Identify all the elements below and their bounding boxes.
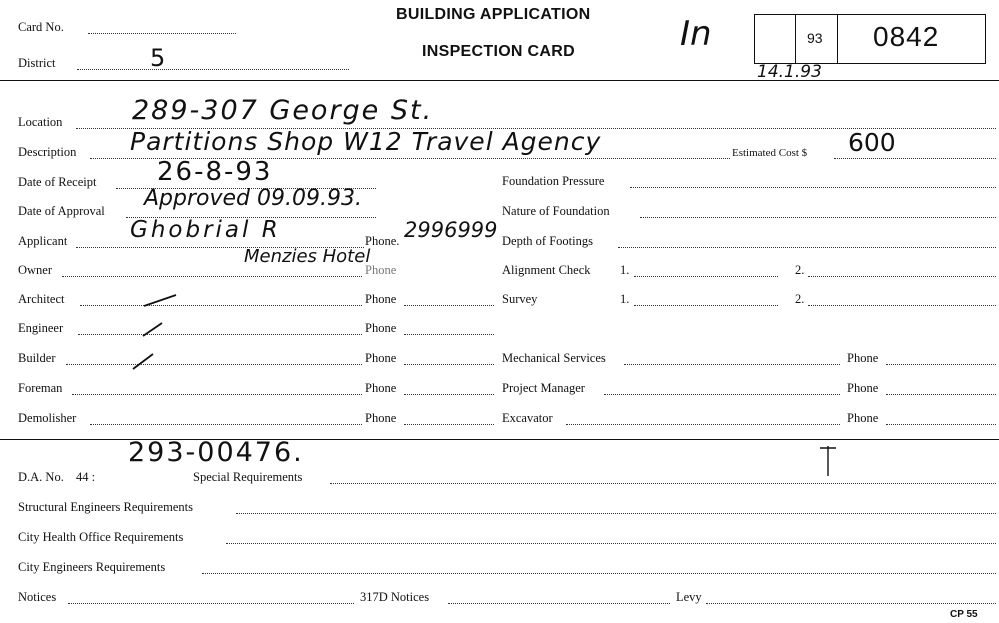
header-divider — [0, 80, 999, 81]
alignment-check-1-field[interactable] — [634, 276, 778, 277]
alignment-check-2-field[interactable] — [808, 276, 996, 277]
city-engineers-requirements-label: City Engineers Requirements — [18, 560, 166, 574]
card-number: 0842 — [873, 21, 940, 52]
foreman-field[interactable] — [72, 394, 362, 395]
city-engineers-requirements-field[interactable] — [202, 573, 996, 574]
excavator-field[interactable] — [566, 424, 840, 425]
estimated-cost-label: Estimated Cost $ — [732, 147, 808, 159]
levy-label: Levy — [676, 590, 702, 604]
foreman-label: Foreman — [18, 381, 63, 395]
mechanical-services-field[interactable] — [624, 364, 840, 365]
card-no-field[interactable] — [88, 33, 236, 34]
excavator-phone-label: Phone — [847, 411, 879, 425]
builder-phone-field[interactable] — [404, 364, 494, 365]
builder-field[interactable] — [66, 364, 362, 365]
applicant-phone-value: 2996999 — [404, 218, 498, 242]
project-manager-label: Project Manager — [502, 381, 585, 395]
district-label: District — [18, 56, 56, 70]
date-receipt-value: 26-8-93 — [157, 157, 273, 187]
foreman-phone-field[interactable] — [404, 394, 494, 395]
district-value: 5 — [150, 44, 166, 72]
location-value: 289-307 George St. — [132, 95, 434, 126]
survey-2-label: 2. — [795, 292, 805, 306]
survey-2-field[interactable] — [808, 305, 996, 306]
initials-handwriting: In — [680, 14, 712, 54]
mechanical-services-label: Mechanical Services — [502, 351, 606, 365]
notices-label: Notices — [18, 590, 57, 604]
architect-phone-field[interactable] — [404, 305, 494, 306]
demolisher-phone-label: Phone — [365, 411, 397, 425]
card-number-box — [754, 14, 986, 64]
applicant-phone-label: Phone. — [365, 234, 400, 248]
foreman-phone-label: Phone — [365, 381, 397, 395]
architect-field[interactable] — [80, 305, 362, 306]
owner-field[interactable] — [62, 276, 362, 277]
date-approval-label: Date of Approval — [18, 204, 105, 218]
form-title-line1: BUILDING APPLICATION — [396, 6, 591, 23]
alignment-check-2-label: 2. — [795, 263, 805, 277]
depth-footings-label: Depth of Footings — [502, 234, 593, 248]
demolisher-phone-field[interactable] — [404, 424, 494, 425]
demolisher-field[interactable] — [90, 424, 362, 425]
owner-phone-label: Phone — [365, 263, 397, 277]
builder-label: Builder — [18, 351, 56, 365]
project-manager-phone-field[interactable] — [886, 394, 996, 395]
applicant-label: Applicant — [18, 234, 68, 248]
architect-phone-label: Phone — [365, 292, 397, 306]
special-requirements-label: Special Requirements — [193, 470, 303, 484]
levy-field[interactable] — [706, 603, 996, 604]
engineer-tick-mark — [138, 320, 168, 338]
engineer-label: Engineer — [18, 321, 64, 335]
nature-foundation-label: Nature of Foundation — [502, 204, 610, 218]
nature-foundation-field[interactable] — [640, 217, 996, 218]
card-no-label: Card No. — [18, 20, 64, 34]
form-title-line2: INSPECTION CARD — [422, 43, 575, 60]
notices-field[interactable] — [68, 603, 354, 604]
notices-317d-label: 317D Notices — [360, 590, 430, 604]
mechanical-phone-field[interactable] — [886, 364, 996, 365]
pen-mark — [816, 442, 840, 478]
estimated-cost-field[interactable] — [834, 158, 996, 159]
foundation-pressure-label: Foundation Pressure — [502, 174, 605, 188]
alignment-check-1-label: 1. — [620, 263, 630, 277]
survey-label: Survey — [502, 292, 538, 306]
date-note-handwriting: 14.1.93 — [757, 62, 822, 82]
city-health-requirements-label: City Health Office Requirements — [18, 530, 184, 544]
excavator-phone-field[interactable] — [886, 424, 996, 425]
architect-label: Architect — [18, 292, 65, 306]
architect-tick-mark — [140, 292, 180, 308]
owner-label: Owner — [18, 263, 53, 277]
builder-tick-mark — [128, 351, 158, 371]
structural-requirements-field[interactable] — [236, 513, 996, 514]
demolisher-label: Demolisher — [18, 411, 77, 425]
owner-value: Menzies Hotel — [244, 246, 371, 267]
project-manager-field[interactable] — [604, 394, 840, 395]
da-no-value: 293-00476. — [128, 437, 304, 468]
survey-1-field[interactable] — [634, 305, 778, 306]
engineer-phone-field[interactable] — [404, 334, 494, 335]
foundation-pressure-field[interactable] — [630, 187, 996, 188]
description-value: Partitions Shop W12 Travel Agency — [130, 127, 602, 156]
special-requirements-field[interactable] — [330, 483, 996, 484]
applicant-value: Ghobrial R — [130, 217, 281, 243]
project-manager-phone-label: Phone — [847, 381, 879, 395]
notices-317d-field[interactable] — [448, 603, 670, 604]
location-label: Location — [18, 115, 63, 129]
estimated-cost-value: 600 — [848, 128, 896, 157]
date-receipt-label: Date of Receipt — [18, 175, 97, 189]
survey-1-label: 1. — [620, 292, 630, 306]
engineer-phone-label: Phone — [365, 321, 397, 335]
da-no-prefix: 44 : — [76, 470, 96, 484]
mechanical-phone-label: Phone — [847, 351, 879, 365]
card-year: 93 — [807, 30, 823, 46]
depth-footings-field[interactable] — [618, 247, 996, 248]
structural-requirements-label: Structural Engineers Requirements — [18, 500, 193, 514]
engineer-field[interactable] — [78, 334, 362, 335]
builder-phone-label: Phone — [365, 351, 397, 365]
excavator-label: Excavator — [502, 411, 553, 425]
district-field[interactable] — [77, 69, 349, 70]
da-no-label: D.A. No. — [18, 470, 64, 484]
description-label: Description — [18, 145, 77, 159]
alignment-check-label: Alignment Check — [502, 263, 591, 277]
city-health-requirements-field[interactable] — [226, 543, 996, 544]
form-code: CP 55 — [950, 609, 978, 620]
date-approval-value: Approved 09.09.93. — [144, 186, 362, 211]
